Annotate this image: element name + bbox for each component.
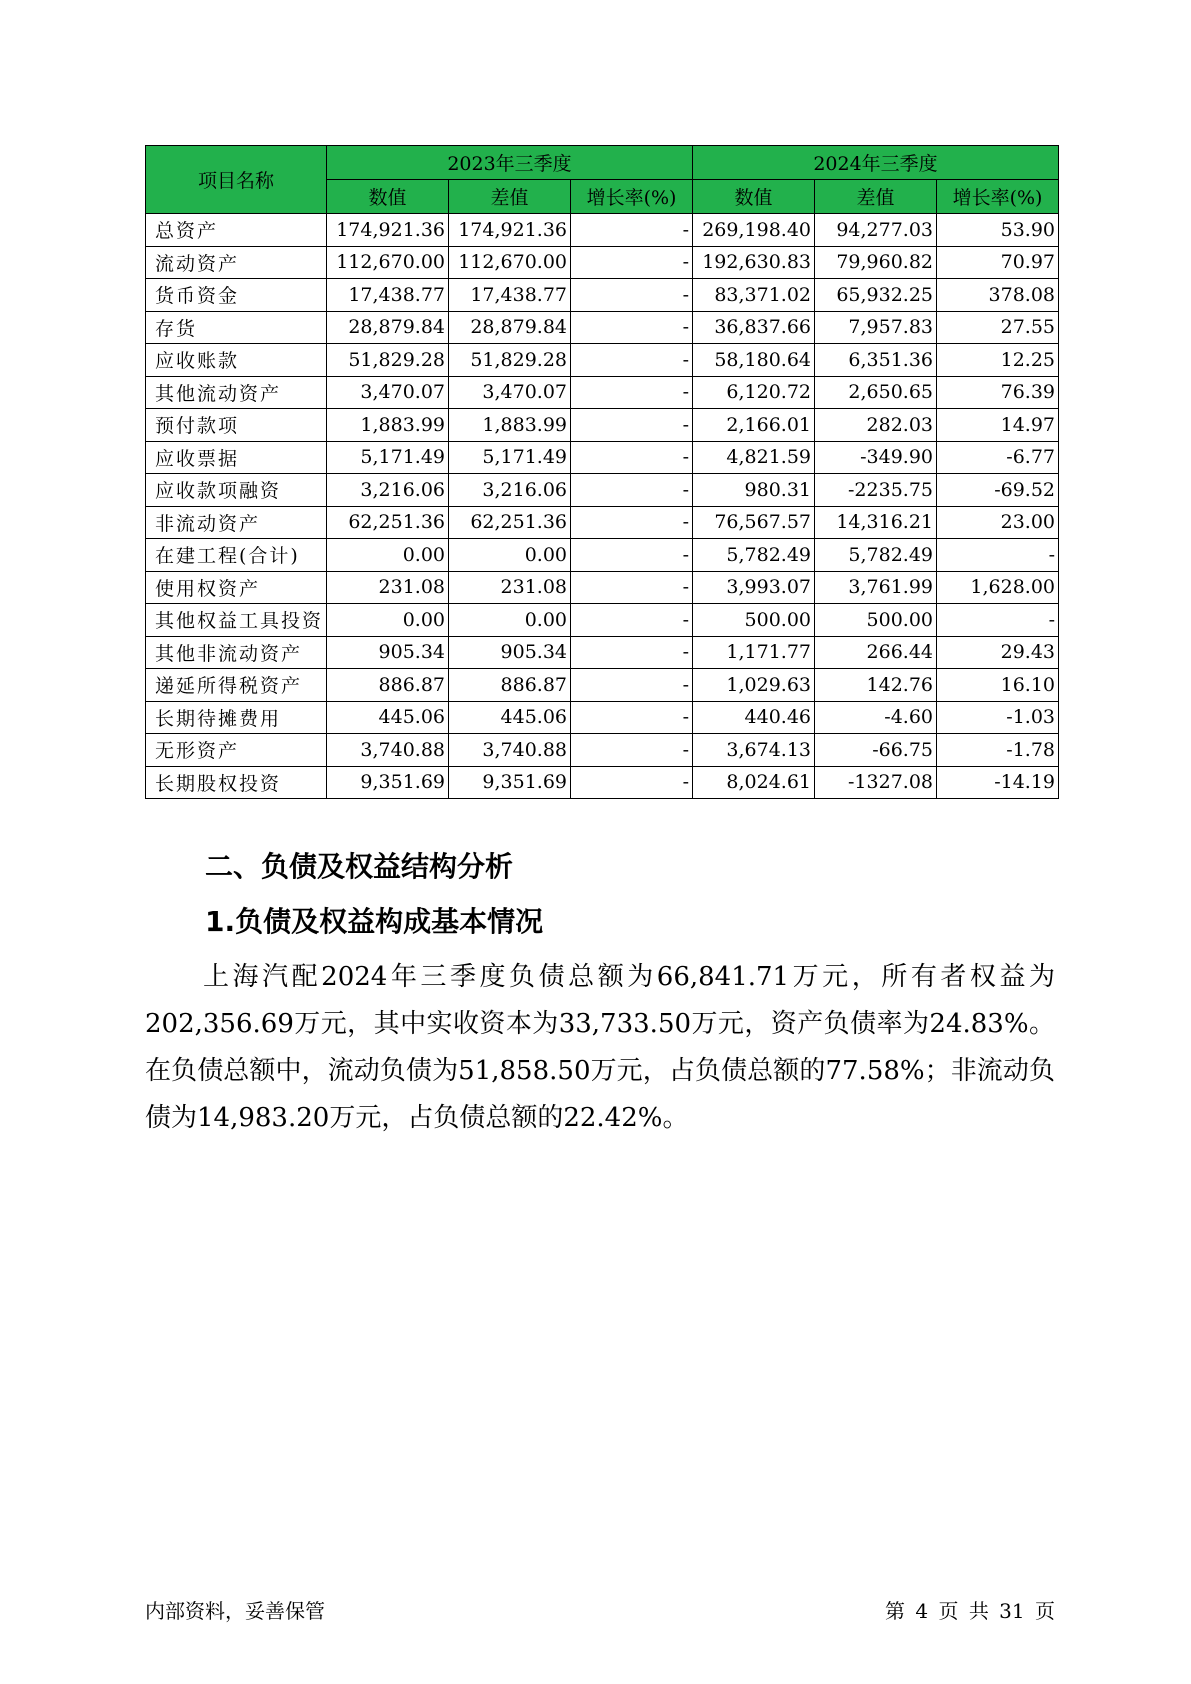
table-cell: 1,883.99 [449,409,571,442]
table-cell: - [571,604,693,637]
table-cell: 29.43 [937,636,1059,669]
table-row [146,636,1059,669]
table-cell: 53.90 [937,214,1059,247]
table-cell: 23.00 [937,506,1059,539]
row-label: 无形资产 [146,734,327,767]
table-row [146,539,1059,572]
table-cell: 5,171.49 [449,441,571,474]
table-cell: 28,879.84 [449,311,571,344]
table-cell: -6.77 [937,441,1059,474]
table-cell: 62,251.36 [327,506,449,539]
table-cell: - [571,344,693,377]
table-cell: 51,829.28 [449,344,571,377]
table-cell: 3,993.07 [693,571,815,604]
table-cell: 3,216.06 [327,474,449,507]
table-row [146,506,1059,539]
table-cell: - [571,376,693,409]
table-cell: - [571,474,693,507]
table-cell: 51,829.28 [327,344,449,377]
table-cell: - [571,734,693,767]
table-cell: 142.76 [815,669,937,702]
header-value-2023: 数值 [327,180,449,214]
table-cell: 7,957.83 [815,311,937,344]
table-cell: 3,761.99 [815,571,937,604]
table-cell: -14.19 [937,766,1059,799]
table-cell: - [571,279,693,312]
header-rate-2023: 增长率(%) [571,180,693,214]
table-cell: 6,120.72 [693,376,815,409]
footer-page-number: 第 4 页 共 31 页 [885,1599,1055,1623]
table-cell: 174,921.36 [327,214,449,247]
table-cell: 980.31 [693,474,815,507]
table-cell: - [937,539,1059,572]
table-cell: 94,277.03 [815,214,937,247]
table-cell: 17,438.77 [327,279,449,312]
table-cell: 282.03 [815,409,937,442]
row-label: 存货 [146,311,327,344]
table-cell: -2235.75 [815,474,937,507]
table-cell: - [571,246,693,279]
table-cell: 79,960.82 [815,246,937,279]
table-cell: 905.34 [327,636,449,669]
table-cell: - [571,636,693,669]
table-cell: 1,883.99 [327,409,449,442]
table-row [146,734,1059,767]
table-cell: -4.60 [815,701,937,734]
table-cell: 4,821.59 [693,441,815,474]
table-cell: - [571,506,693,539]
table-cell: 3,740.88 [449,734,571,767]
table-cell: 231.08 [327,571,449,604]
table-cell: 269,198.40 [693,214,815,247]
row-label: 递延所得税资产 [146,669,327,702]
subsection-heading: 1.负债及权益构成基本情况 [205,905,544,938]
row-label: 预付款项 [146,409,327,442]
table-cell: 58,180.64 [693,344,815,377]
table-cell: 76,567.57 [693,506,815,539]
table-cell: 500.00 [693,604,815,637]
table-cell: -1.03 [937,701,1059,734]
row-label: 非流动资产 [146,506,327,539]
table-cell: - [571,669,693,702]
table-row [146,376,1059,409]
section-heading: 二、负债及权益结构分析 [205,850,514,883]
row-label: 长期待摊费用 [146,701,327,734]
row-label: 其他权益工具投资 [146,604,327,637]
table-cell: 14,316.21 [815,506,937,539]
table-cell: 83,371.02 [693,279,815,312]
table-cell: 0.00 [449,604,571,637]
table-cell: - [571,409,693,442]
table-cell: 27.55 [937,311,1059,344]
table-cell: 1,029.63 [693,669,815,702]
table-cell: - [937,604,1059,637]
header-diff-2023: 差值 [449,180,571,214]
table-cell: 8,024.61 [693,766,815,799]
table-cell: - [571,539,693,572]
table-cell: 231.08 [449,571,571,604]
table-cell: 1,171.77 [693,636,815,669]
table-cell: - [571,214,693,247]
table-row [146,279,1059,312]
table-cell: 192,630.83 [693,246,815,279]
table-cell: 14.97 [937,409,1059,442]
table-row [146,669,1059,702]
row-label: 使用权资产 [146,571,327,604]
table-cell: 17,438.77 [449,279,571,312]
table-row [146,701,1059,734]
table-cell: 0.00 [327,604,449,637]
table-cell: 112,670.00 [327,246,449,279]
table-cell: 886.87 [449,669,571,702]
table-cell: -349.90 [815,441,937,474]
table-row [146,604,1059,637]
footer-confidential-note: 内部资料，妥善保管 [145,1599,325,1623]
table-row [146,344,1059,377]
table-row [146,474,1059,507]
table-cell: 12.25 [937,344,1059,377]
table-row [146,441,1059,474]
body-paragraph: 上海汽配2024年三季度负债总额为66,841.71万元，所有者权益为202,356.69万元，其中实收资本为33,733.50万元，资产负债率为24.83%。在负债总额中，流动负债为51,858.50万元，占负债总额的77.58%；非流动负债为14,983.20万元，占负债总额的22.42%。 [145,962,1055,1133]
table-cell: -1327.08 [815,766,937,799]
table-cell: 62,251.36 [449,506,571,539]
table-row [146,246,1059,279]
header-diff-2024: 差值 [815,180,937,214]
row-label: 应收款项融资 [146,474,327,507]
table-cell: 70.97 [937,246,1059,279]
table-cell: -1.78 [937,734,1059,767]
table-cell: 28,879.84 [327,311,449,344]
table-row [146,571,1059,604]
table-cell: - [571,701,693,734]
row-label: 货币资金 [146,279,327,312]
table-row [146,214,1059,247]
table-cell: 174,921.36 [449,214,571,247]
table-cell: 5,782.49 [693,539,815,572]
row-label: 其他流动资产 [146,376,327,409]
row-label: 长期股权投资 [146,766,327,799]
table-row [146,766,1059,799]
row-label: 流动资产 [146,246,327,279]
header-period-2023: 2023年三季度 [327,146,693,180]
table-cell: 5,782.49 [815,539,937,572]
table-cell: - [571,311,693,344]
row-label: 在建工程(合计) [146,539,327,572]
table-cell: - [571,766,693,799]
row-label: 应收账款 [146,344,327,377]
table-cell: 6,351.36 [815,344,937,377]
table-cell: 3,674.13 [693,734,815,767]
table-cell: -69.52 [937,474,1059,507]
table-cell: -66.75 [815,734,937,767]
table-cell: 3,470.07 [449,376,571,409]
table-cell: 5,171.49 [327,441,449,474]
table-cell: - [571,571,693,604]
row-label: 总资产 [146,214,327,247]
table-cell: 445.06 [449,701,571,734]
table-cell: 440.46 [693,701,815,734]
asset-structure-table [145,145,1059,799]
table-cell: 500.00 [815,604,937,637]
header-period-2024: 2024年三季度 [693,146,1059,180]
table-cell: 0.00 [327,539,449,572]
table-cell: 65,932.25 [815,279,937,312]
table-cell: 2,650.65 [815,376,937,409]
table-cell: 2,166.01 [693,409,815,442]
header-rate-2024: 增长率(%) [937,180,1059,214]
table-cell: 3,216.06 [449,474,571,507]
table-cell: 445.06 [327,701,449,734]
table-cell: 16.10 [937,669,1059,702]
table-cell: 886.87 [327,669,449,702]
table-cell: 9,351.69 [327,766,449,799]
table-cell: - [571,441,693,474]
table-cell: 1,628.00 [937,571,1059,604]
table-cell: 36,837.66 [693,311,815,344]
table-cell: 266.44 [815,636,937,669]
row-label: 应收票据 [146,441,327,474]
header-item-name: 项目名称 [146,146,327,214]
header-value-2024: 数值 [693,180,815,214]
row-label: 其他非流动资产 [146,636,327,669]
table-cell: 9,351.69 [449,766,571,799]
table-row [146,409,1059,442]
table-cell: 378.08 [937,279,1059,312]
table-row [146,311,1059,344]
table-cell: 3,470.07 [327,376,449,409]
table-cell: 112,670.00 [449,246,571,279]
table-cell: 76.39 [937,376,1059,409]
table-cell: 0.00 [449,539,571,572]
table-cell: 3,740.88 [327,734,449,767]
table-cell: 905.34 [449,636,571,669]
